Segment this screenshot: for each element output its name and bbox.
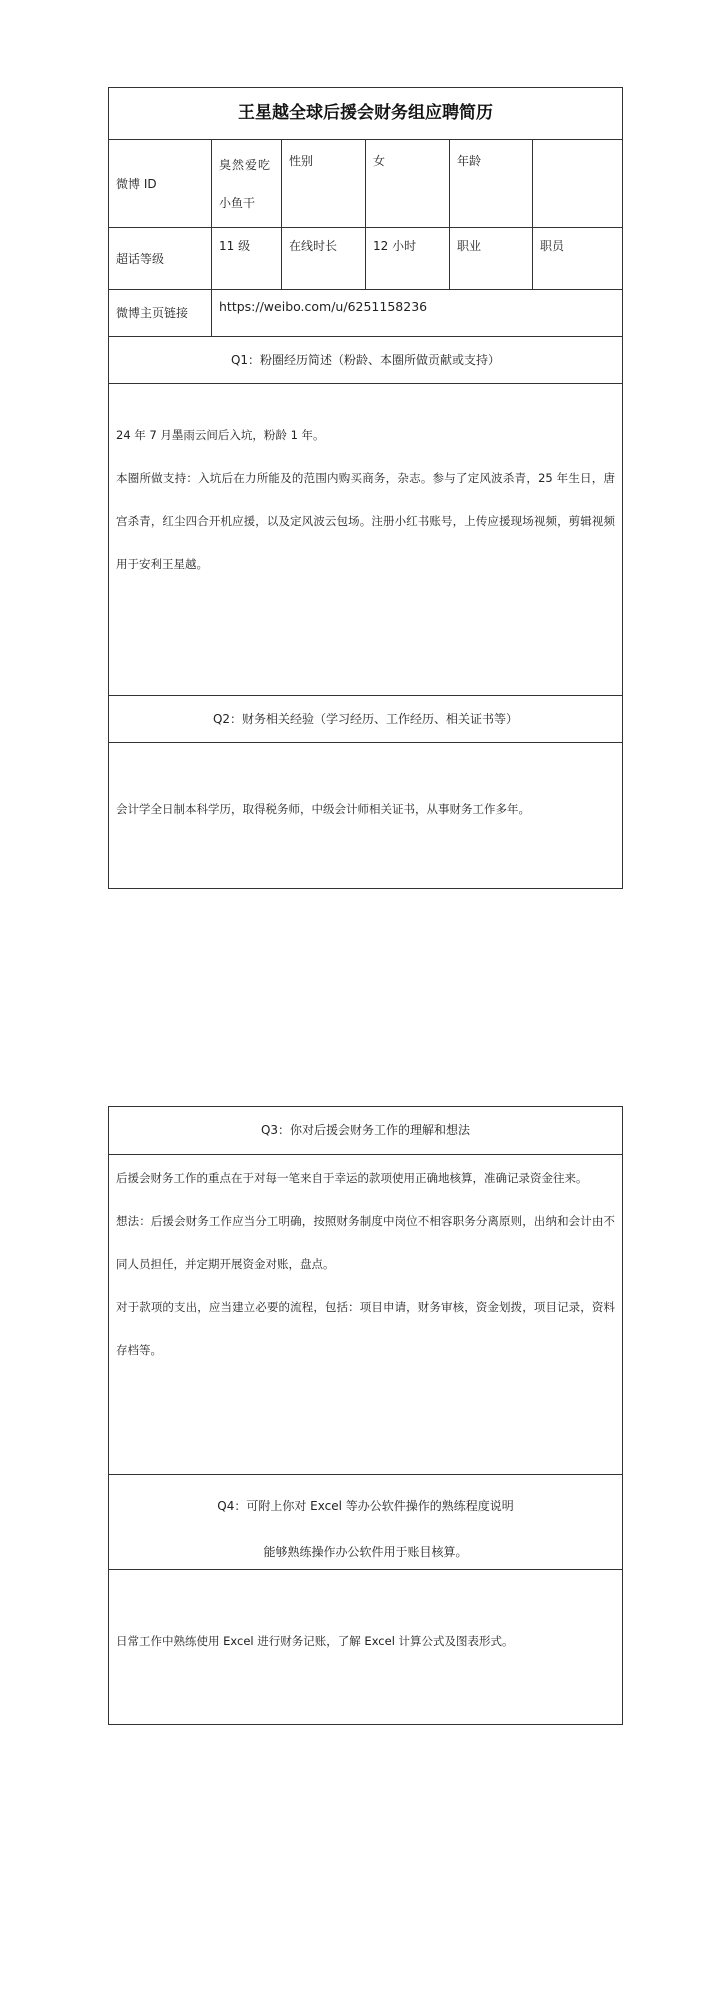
age-label: 年龄 xyxy=(449,140,532,227)
q2-answer-row xyxy=(109,742,622,888)
weibo-id-value xyxy=(211,140,281,227)
homepage-label: 微博主页链接 xyxy=(116,306,189,320)
q4-answer-row xyxy=(109,1569,622,1724)
q2-question-row xyxy=(109,695,622,742)
q3-answer-row xyxy=(109,1154,622,1474)
q3-paragraph-2: 想法：后援会财务工作应当分工明确，按照财务制度中岗位不相容职务分离原则，出纳和会计由不同人员担任，并定期开展资金对账，盘点。 xyxy=(116,1214,615,1271)
info-row-level xyxy=(109,227,622,289)
q1-answer xyxy=(109,384,622,695)
q2-question: Q2：财务相关经验（学习经历、工作经历、相关证书等） xyxy=(212,712,519,726)
q2-answer xyxy=(109,743,622,888)
q1-answer-row xyxy=(109,383,622,695)
q2-paragraph-1: 会计学全日制本科学历，取得税务师，中级会计师相关证书，从事财务工作多年。 xyxy=(116,802,530,816)
q3-answer xyxy=(109,1155,622,1474)
q3-question-row xyxy=(109,1107,622,1154)
q3-paragraph-3: 对于款项的支出，应当建立必要的流程，包括：项目申请，财务审核，资金划拨，项目记录，资料存档等。 xyxy=(116,1300,615,1357)
homepage-link[interactable]: https://weibo.com/u/6251158236 xyxy=(211,290,622,336)
q4-question-block xyxy=(109,1475,622,1569)
job-label: 职业 xyxy=(449,228,532,289)
q4-answer xyxy=(109,1570,622,1724)
q4-paragraph-1: 日常工作中熟练使用 Excel 进行财务记账，了解 Excel 计算公式及图表形式。 xyxy=(116,1634,514,1648)
q1-question: Q1：粉圈经历简述（粉龄、本圈所做贡献或支持） xyxy=(230,353,501,367)
job-value: 职员 xyxy=(532,228,622,289)
online-label: 在线时长 xyxy=(281,228,365,289)
level-label: 超话等级 xyxy=(116,252,165,266)
q4-question: Q4：可附上你对 Excel 等办公软件操作的熟练程度说明 xyxy=(217,1499,514,1513)
resume-form-page-2 xyxy=(108,1106,623,1725)
weibo-id-label: 微博 ID xyxy=(116,177,157,191)
resume-form-page-1 xyxy=(108,87,623,889)
q3-question: Q3：你对后援会财务工作的理解和想法 xyxy=(260,1123,471,1137)
info-row-id xyxy=(109,139,622,227)
age-value xyxy=(532,140,622,227)
weibo-id-value-line2: 小鱼干 xyxy=(219,196,256,210)
q3-paragraph-1: 后援会财务工作的重点在于对每一笔来自于幸运的款项使用正确地核算，准确记录资金往来。 xyxy=(116,1171,588,1185)
gender-label: 性别 xyxy=(281,140,365,227)
gender-value: 女 xyxy=(365,140,449,227)
online-value: 12 小时 xyxy=(365,228,449,289)
q4-question-line2: 能够熟练操作办公软件用于账目核算。 xyxy=(263,1545,468,1559)
q1-paragraph-2: 本圈所做支持：入坑后在力所能及的范围内购买商务，杂志。参与了定风波杀青，25 年生日，唐宫杀青，红尘四合开机应援，以及定风波云包场。注册小红书账号，上传应援现场视频，剪辑视频用于安利王星越。 xyxy=(116,471,615,571)
info-row-homepage xyxy=(109,289,622,336)
form-title: 王星越全球后援会财务组应聘简历 xyxy=(238,103,493,123)
level-value: 11 级 xyxy=(211,228,281,289)
q1-paragraph-1: 24 年 7 月墨雨云间后入坑，粉龄 1 年。 xyxy=(116,428,325,442)
title-row xyxy=(109,88,622,139)
q1-question-row xyxy=(109,336,622,383)
q4-question-row xyxy=(109,1474,622,1569)
weibo-id-value-line1: 臭然爱吃 xyxy=(219,158,272,172)
